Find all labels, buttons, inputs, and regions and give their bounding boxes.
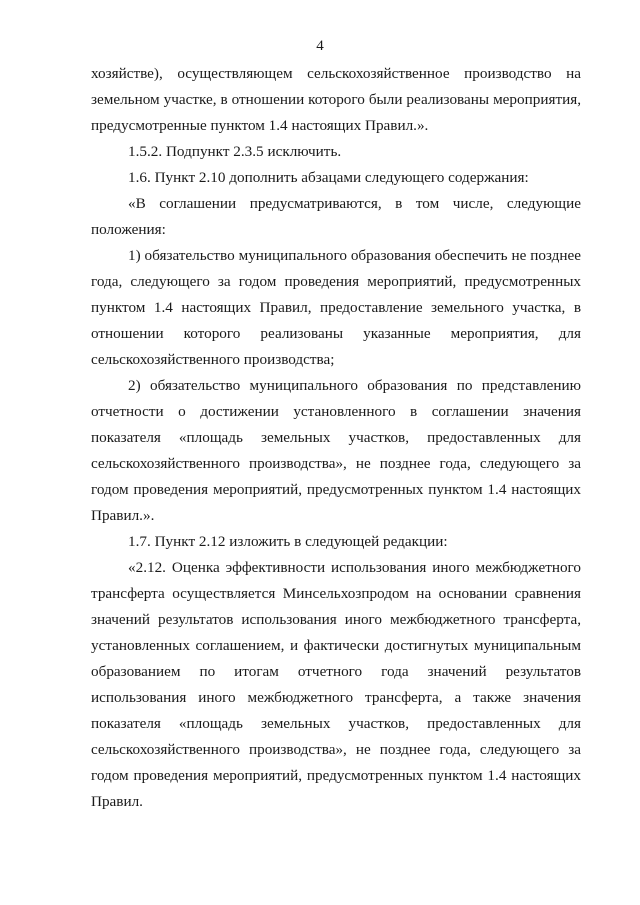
paragraph-item-2-12: «2.12. Оценка эффективности использования иного межбюджетного трансферта осуществляется Минсельхозпродом на основании сравнения значений результатов использования иного межбюджетного трансферта, установленных соглашением, и фактически достигнутых муниципальным образованием по итогам отчетного года значений результатов использования иного межбюджетного трансферта, а также значения показателя «площадь земельных участков, предоставленных для сельскохозяйственного производства», не позднее года, следующего за годом проведения мероприятий, предусмотренных пунктом 1.4 настоящих Правил.	[91, 559, 581, 810]
paragraph-item-1-6: 1.6. Пункт 2.10 дополнить абзацами следующего содержания:	[128, 169, 529, 186]
document-body	[91, 61, 581, 815]
paragraph-continuation: хозяйстве), осуществляющем сельскохозяйственное производство на земельном участке, в отношении которого были реализованы мероприятия, предусмотренные пунктом 1.4 настоящих Правил.».	[91, 65, 581, 134]
paragraph-item-1-5-2: 1.5.2. Подпункт 2.3.5 исключить.	[128, 143, 342, 160]
paragraph-item-1-7: 1.7. Пункт 2.12 изложить в следующей редакции:	[128, 533, 448, 550]
paragraph-obligation-2: 2) обязательство муниципального образования по представлению отчетности о достижении установленного в соглашении значения показателя «площадь земельных участков, предоставленных для сельскохозяйственного производства», не позднее года, следующего за годом проведения мероприятий, предусмотренных пунктом 1.4 настоящих Правил.».	[91, 377, 581, 524]
paragraph-obligation-1: 1) обязательство муниципального образования обеспечить не позднее года, следующего за годом проведения мероприятий, предусмотренных пунктом 1.4 настоящих Правил, предоставление земельного участка, в отношении которого реализованы указанные мероприятия, для сельскохозяйственного производства;	[91, 247, 581, 368]
paragraph-agreement-provisions: «В соглашении предусматриваются, в том числе, следующие положения:	[91, 195, 581, 238]
page-number: 4	[316, 38, 324, 54]
